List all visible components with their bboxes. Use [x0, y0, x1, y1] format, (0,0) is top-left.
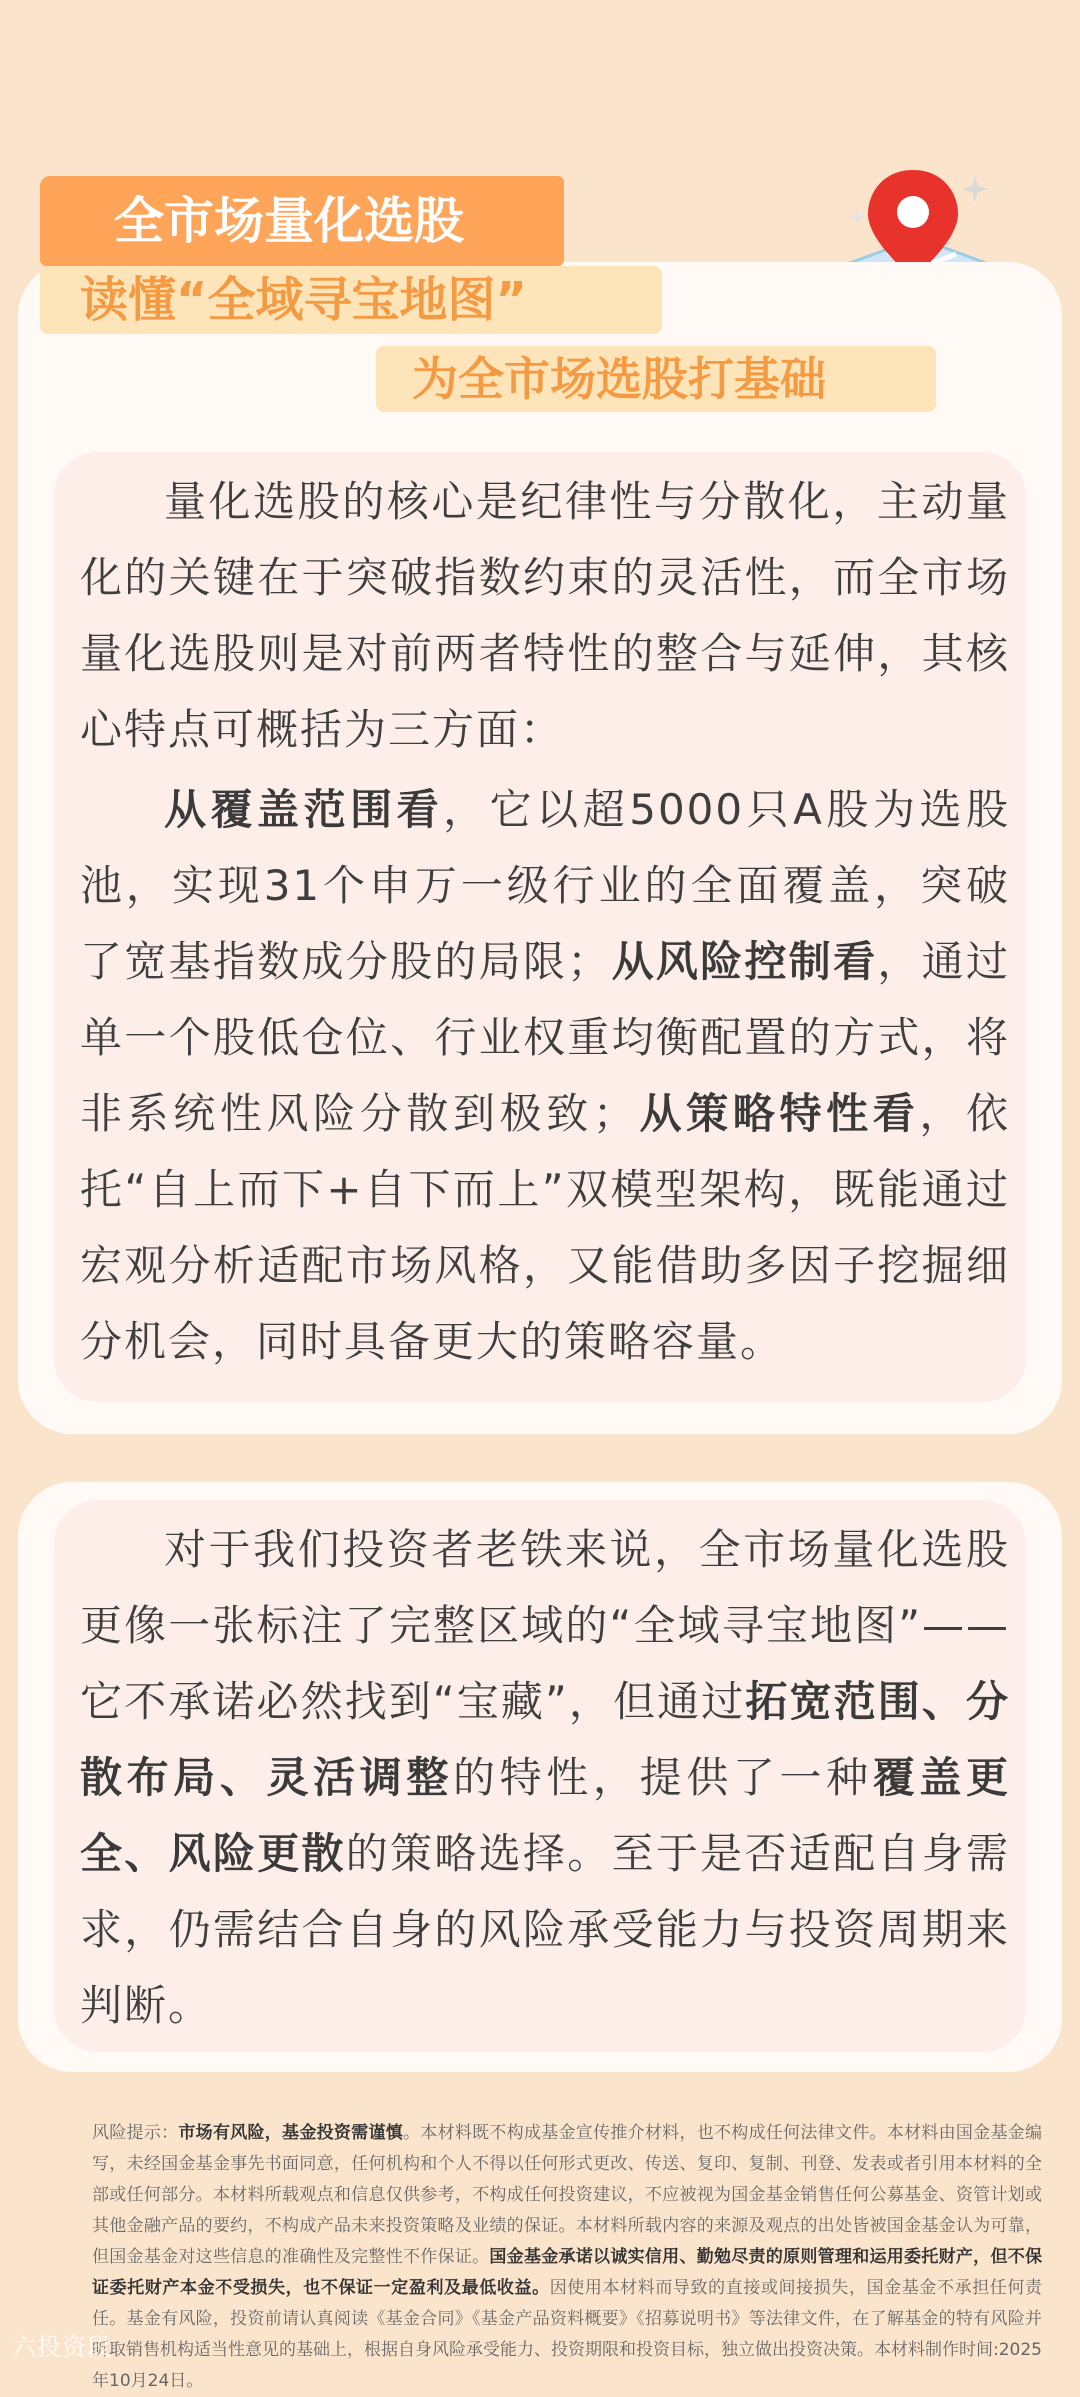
- watermark-logo: 六投资段: [12, 2333, 112, 2361]
- summary-highlight-1: 拓宽范围、分散布局、灵活调整: [80, 1677, 1010, 1802]
- risk-text: ，通过单一个股低仓位、行业权重均衡配置的方式，将非系统性风险分散到极致；: [80, 937, 1010, 1138]
- disclaimer-text-1: 。本材料既不构成基金宣传推介材料，也不构成任何法律文件。本材料由国金基金编写，未经国金基金事先书面同意，任何机构和个人不得以任何形式更改、传送、复印、复制、刊登、发表或者引用本材料的全部或任何部分。本材料所载观点和信息仅供参考，不构成任何投资建议，不应被视为国金基金销售任何公募基金、资管计划或其他金融产品的要约，不构成产品未来投资策略及业绩的保证。本材料所载内容的来源及观点的出处皆被国金基金认为可靠，但国金基金对这些信息的准确性及完整性不作保证。: [92, 2123, 1043, 2267]
- summary-text-2: 的特性，提供了一种: [453, 1753, 873, 1802]
- disclaimer-bold-2: 国金基金承诺以诚实信用、勤勉尽责的原则管理和运用委托财产，但不保证委托财产本金不受损失，也不保证一定盈利及最低收益。: [92, 2247, 1043, 2298]
- features-paragraph: [80, 772, 1010, 1380]
- subtitle-banner: 读懂“全域寻宝地图”: [40, 266, 662, 334]
- subtitle-banner-2: 为全市场选股打基础: [376, 346, 936, 412]
- strategy-heading: 从策略特性看: [636, 1089, 920, 1138]
- intro-text: 量化选股的核心是纪律性与分散化，主动量化的关键在于突破指数约束的灵活性，而全市场量化选股则是对前两者特性的整合与延伸，其核心特点可概括为三方面：: [80, 477, 1010, 754]
- sparkle-icon: [848, 208, 866, 226]
- intro-paragraph: [80, 464, 1010, 768]
- strategy-text: ，依托“自上而下+自下而上”双模型架构，既能通过宏观分析适配市场风格，又能借助多因子挖掘细分机会，同时具备更大的策略容量。: [80, 1089, 1010, 1366]
- summary-text-1: 对于我们投资者老铁来说，全市场量化选股更像一张标注了完整区域的“全域寻宝地图”——它不承诺必然找到“宝藏”，但通过: [80, 1525, 1010, 1726]
- disclaimer-bold-1: 市场有风险，基金投资需谨慎: [178, 2123, 404, 2143]
- title-banner: 全市场量化选股: [40, 176, 564, 266]
- coverage-heading: 从覆盖范围看: [164, 785, 444, 834]
- summary-paragraph: [80, 1512, 1010, 2044]
- disclaimer-label: 风险提示：: [92, 2123, 179, 2143]
- disclaimer-text-2: 因使用本材料而导致的直接或间接损失，国金基金不承担任何责任。基金有风险，投资前请认真阅读《基金合同》《基金产品资料概要》《招募说明书》等法律文件，在了解基金的特有风险并听取销售机构适当性意见的基础上，根据自身风险承受能力、投资期限和投资目标，独立做出投资决策。本材料制作时间:2025年10月24日。: [92, 2278, 1043, 2391]
- sparkle-icon: [962, 176, 988, 202]
- risk-heading: 从风险控制看: [611, 937, 878, 986]
- summary-highlight-2: 覆盖更全、风险更散: [80, 1753, 1010, 1878]
- risk-disclaimer: [92, 2118, 1042, 2397]
- coverage-text: ，它以超5000只A股为选股池，实现31个申万一级行业的全面覆盖，突破了宽基指数成分股的局限；: [80, 785, 1010, 986]
- summary-text-3: 的策略选择。至于是否适配自身需求，仍需结合自身的风险承受能力与投资周期来判断。: [80, 1829, 1010, 2030]
